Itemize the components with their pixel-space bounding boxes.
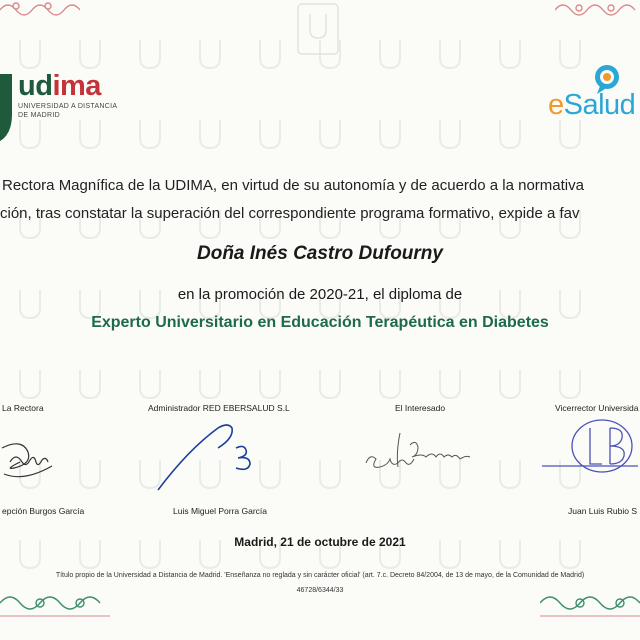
signature-administrador	[150, 418, 270, 498]
ornament-top-left	[0, 0, 80, 22]
recipient-name: Doña Inés Castro Dufourny	[197, 243, 443, 264]
intro-line-1: Rectora Magnífica de la UDIMA, en virtud de su autonomía y de acuerdo a la normativa	[2, 177, 584, 194]
signature-name-rectora: epción Burgos García	[2, 506, 85, 516]
esalud-logo-text: eSalud	[548, 89, 636, 121]
signature-role-administrador: Administrador RED EBERSALUD S.L	[148, 403, 290, 413]
signature-rectora	[0, 418, 70, 488]
signature-interesado	[360, 425, 490, 480]
udima-logo-text: udima	[18, 70, 101, 102]
promotion-text: en la promoción de 2020-21, el diploma de	[177, 286, 463, 303]
udima-emblem-icon	[0, 74, 14, 144]
signature-role-vicerrector: Vicerrector Universida	[555, 403, 639, 413]
signature-name-administrador: Luis Miguel Porra García	[173, 506, 268, 516]
signature-name-vicerrector: Juan Luis Rubio S	[568, 506, 637, 516]
signature-role-interesado: El Interesado	[395, 403, 446, 413]
registry-code: 46728/6344/33	[296, 587, 344, 594]
intro-line-2: ción, tras constatar la superación del correspondiente programa formativo, expide a fav	[0, 205, 580, 222]
issue-date: Madrid, 21 de octubre de 2021	[234, 535, 406, 549]
udima-logo-subtitle: UNIVERSIDAD A DISTANCIA DE MADRID	[18, 103, 118, 119]
ornament-top-right	[555, 0, 640, 22]
diploma-title: Experto Universitario en Educación Terapéutica en Diabetes	[91, 314, 549, 331]
signature-role-rectora: La Rectora	[2, 403, 44, 413]
legal-notice: Título propio de la Universidad a Distancia de Madrid. 'Enseñanza no reglada y sin carácter oficial' (art. 7.c. Decreto 84/2004, de 13 de mayo, de la Comunidad de Madrid)	[55, 572, 585, 579]
udima-logo	[0, 70, 152, 150]
signature-vicerrector	[538, 412, 640, 482]
